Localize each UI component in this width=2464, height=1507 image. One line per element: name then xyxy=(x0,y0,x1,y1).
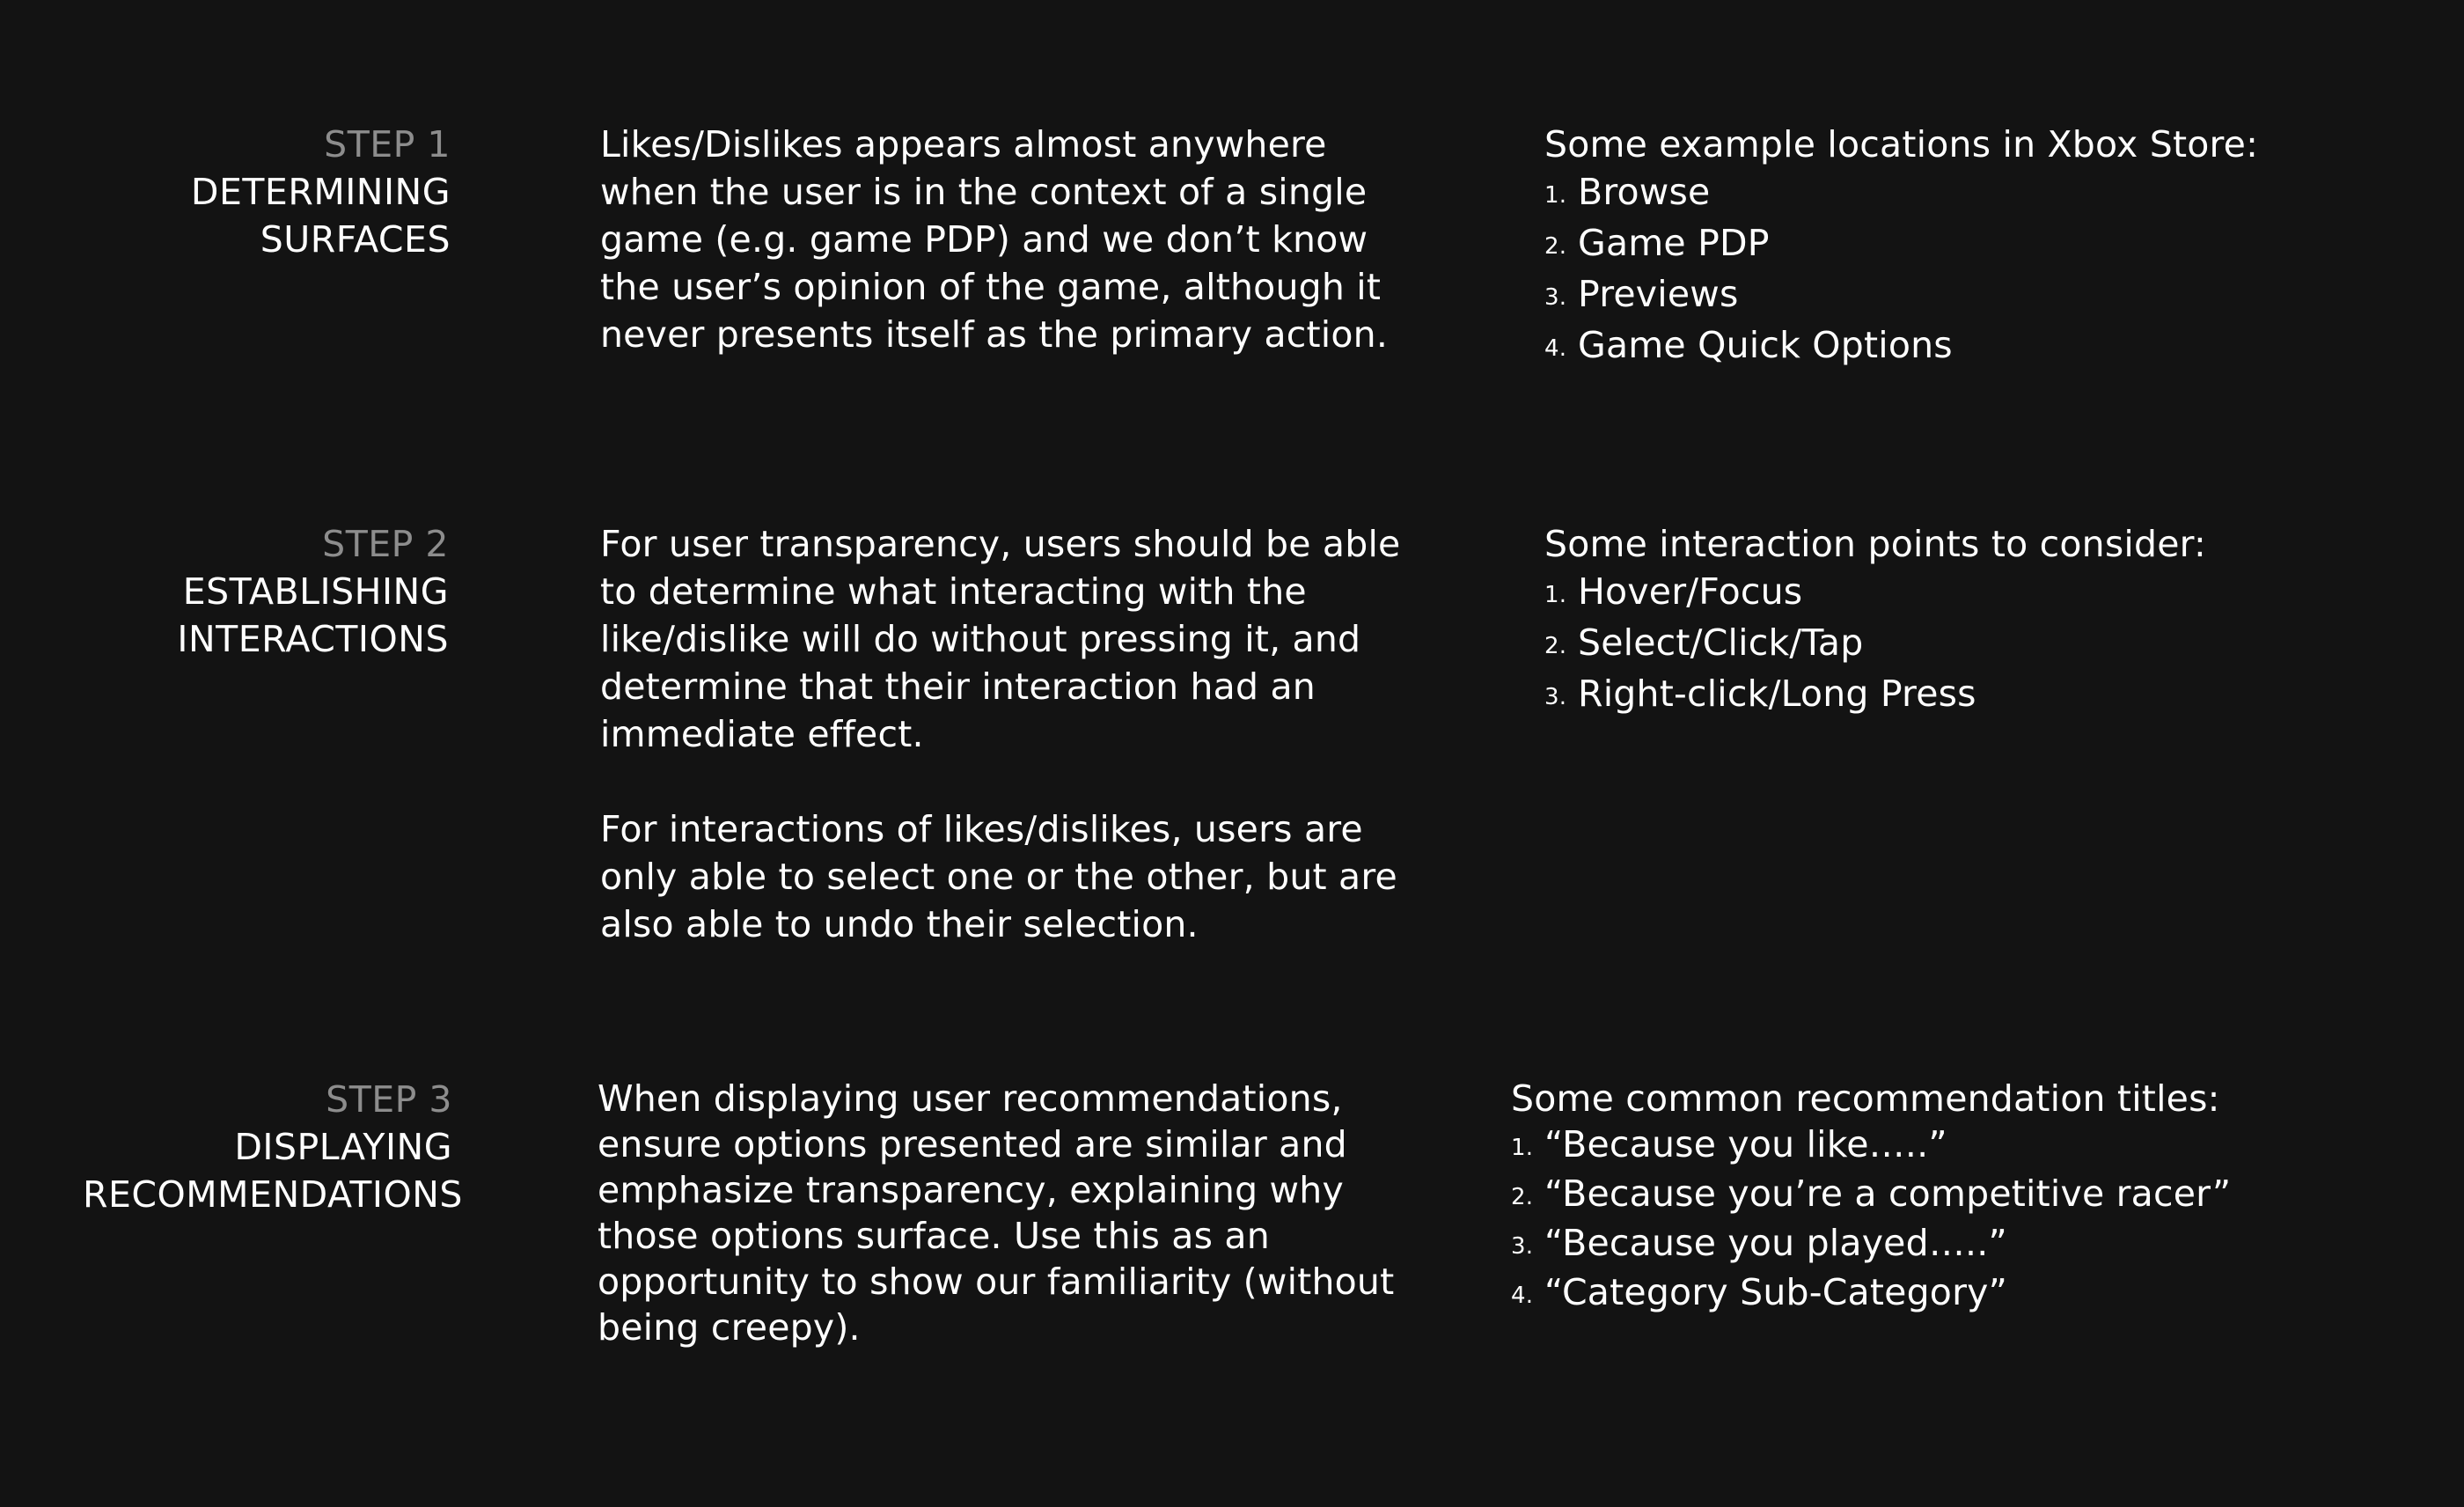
list-item xyxy=(1544,321,2424,372)
step-1-title-line1: DETERMINING xyxy=(190,171,451,213)
list-item-text: “Because you like…..” xyxy=(1544,1123,1947,1165)
list-item-number: 2. xyxy=(1544,633,1567,659)
list-item-text: “Category Sub-Category” xyxy=(1544,1271,2008,1313)
list-item xyxy=(1511,1121,2391,1171)
step-1-examples xyxy=(1544,121,2424,372)
list-item xyxy=(1511,1171,2391,1220)
step-3-examples xyxy=(1511,1076,2391,1319)
step-2-title-line1: ESTABLISHING xyxy=(182,570,449,613)
step-3-label xyxy=(83,1076,463,1218)
list-item-text: Right-click/Long Press xyxy=(1578,673,1976,715)
list-item-number: 1. xyxy=(1511,1135,1534,1161)
list-item xyxy=(1544,168,2424,219)
step-3-number: STEP 3 xyxy=(326,1078,452,1121)
list-item-text: Game PDP xyxy=(1578,222,1770,264)
step-2-paragraph-2: For interactions of likes/dislikes, users are only able to select one or the other, but are also able to undo their selection. xyxy=(600,808,1397,945)
step-1-paragraph: Likes/Dislikes appears almost anywhere when the user is in the context of a single game (e.g. game PDP) and we don’t know the user’s opinion of the game, although it never presents itself as the primary action. xyxy=(600,123,1389,356)
step-2-examples-list xyxy=(1544,568,2424,721)
list-item-text: Browse xyxy=(1578,171,1711,213)
list-item xyxy=(1544,568,2424,619)
step-2-examples xyxy=(1544,520,2424,721)
list-item-number: 3. xyxy=(1544,684,1567,710)
list-item-number: 4. xyxy=(1544,335,1567,362)
list-item-number: 1. xyxy=(1544,182,1567,209)
step-2-examples-heading: Some interaction points to consider: xyxy=(1544,523,2206,565)
list-item-number: 1. xyxy=(1544,582,1567,608)
step-1-number: STEP 1 xyxy=(324,123,451,165)
list-item-text: “Because you played…..” xyxy=(1544,1222,2007,1264)
list-item-number: 2. xyxy=(1511,1184,1534,1210)
step-2-number: STEP 2 xyxy=(322,523,449,565)
step-3-examples-heading: Some common recommendation titles: xyxy=(1511,1077,2220,1120)
list-item-text: Previews xyxy=(1578,273,1739,315)
step-1-examples-heading: Some example locations in Xbox Store: xyxy=(1544,123,2259,165)
list-item-number: 2. xyxy=(1544,233,1567,260)
step-3-examples-list xyxy=(1511,1121,2391,1319)
list-item xyxy=(1511,1220,2391,1269)
list-item-number: 3. xyxy=(1544,284,1567,311)
step-3-description xyxy=(598,1076,1416,1350)
step-1-title-line2: SURFACES xyxy=(260,218,451,261)
list-item xyxy=(1544,219,2424,270)
step-2-label xyxy=(79,520,449,663)
list-item-text: Select/Click/Tap xyxy=(1578,621,1864,664)
list-item-number: 4. xyxy=(1511,1283,1534,1309)
step-2-description xyxy=(600,520,1419,948)
list-item xyxy=(1544,670,2424,721)
step-2-title-line2: INTERACTIONS xyxy=(177,618,449,660)
list-item-text: Game Quick Options xyxy=(1578,324,1953,366)
step-1-examples-list xyxy=(1544,168,2424,372)
step-1-description xyxy=(600,121,1419,358)
list-item-number: 3. xyxy=(1511,1233,1534,1260)
step-3-title-line1: DISPLAYING xyxy=(234,1126,452,1168)
list-item xyxy=(1511,1269,2391,1319)
list-item-text: Hover/Focus xyxy=(1578,570,1803,613)
step-1-label xyxy=(81,121,451,263)
list-item xyxy=(1544,270,2424,321)
step-3-paragraph: When displaying user recommendations, ensure options presented are similar and emphasize transparency, explaining why those options surface. Use this as an opportunity to show our familiarity (without being creepy). xyxy=(598,1077,1395,1349)
step-3-title-line2: RECOMMENDATIONS xyxy=(83,1173,463,1216)
list-item-text: “Because you’re a competitive racer” xyxy=(1544,1173,2232,1215)
list-item xyxy=(1544,619,2424,670)
step-2-paragraph-1: For user transparency, users should be able to determine what interacting with the like/dislike will do without pressing it, and determine that their interaction had an immediate effect. xyxy=(600,523,1401,755)
